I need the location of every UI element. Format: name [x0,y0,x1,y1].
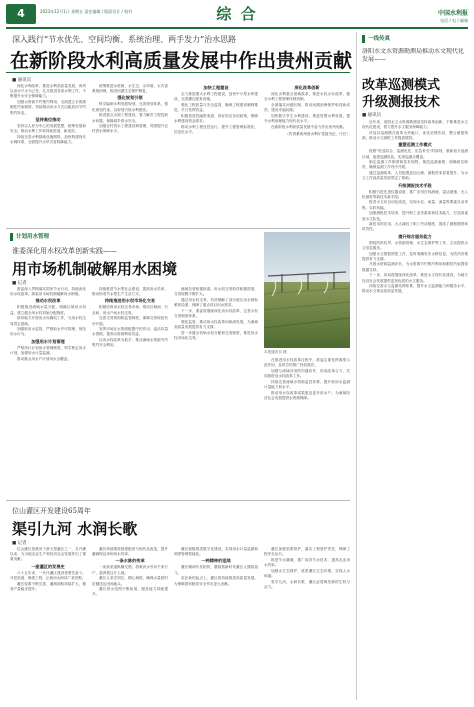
masthead-rule [6,27,468,29]
story2-kicker: 淮委深化用水权改革创新实践—— [12,247,117,255]
story3-subhead-2: 一条水脉的传承 [115,558,145,564]
lead-subhead-4: 深化改革创新 [294,85,320,90]
story2-byline: ■ 记者 [12,281,27,286]
story2-column-3: 流域各省积极探索，用水权交易取得积极进展，交易规模不断扩大。 通过用水权交易，有效缓解了部分地区用水指标紧张局面，保障了重点项目用水需求。 下一步，淮委将继续深化用水权改革，完善水权交易制度体系。 强化监管，推动用水权改革向纵深发展，为流域高质量发展提供有力支撑。 进一步健全初始水权分配和交易制度，推进用水权市场化交易。 [174,287,258,340]
story2-subhead-3: 持续推进用水权市场化交易 [104,298,156,304]
story3-subhead-3: 一种精神的延续 [201,558,231,564]
tag-bar-icon [10,233,13,241]
lead-column-3: 加快工程建设 全力推进重大水利工程建设，加快中小型水库建设，完善灌区配套设施。 强化工程质量与安全监管，确保工程建设顺利推进，早日发挥效益。 积极拓宽投融资渠道，用好用足各项政策，保障水利建设资金需求。 推动水利工程良性运行，提升工程管理标准化、信息化水平。 [174,85,258,134]
section-title: 综 合 [216,5,258,23]
sidebar-divider [356,32,357,700]
photo-caption: 本报通讯员 摄 [264,350,287,354]
tag-bar-icon [362,35,365,43]
lead-bottom-rule [6,228,350,229]
sidebar-tag [362,34,390,44]
story3-subhead-1: 一座灌区的发展史 [31,563,65,569]
story2-bottom-rule [6,500,350,501]
sidebar-kicker-box [362,48,468,72]
contact-info: 电话 / 电子邮箱 [440,18,468,23]
story3-column-2: 灌区持续推进续建配套与现代化改造，提升灌溉保证率和用水效率。 一条水脉的传承 一条条渠道纵横交错，将黄河水引向千家万户，滋养着这片土地。 灌区人坚守岗位，精心调度，确保水量按时足额送达田间地头。 灌区供水范围不断拓展，服务能力持续提升。 [92,547,168,597]
story3-column-3: 灌区积极推进数字化建设，实现用水计量监测和调度管理智能化。 一种精神的延续 灌区精神代代相传，激励着新时代灌区人继续奋斗。 站在新的起点上，灌区将持续推进高质量发展，为保障国家粮食安全作出更大贡献。 [174,547,258,586]
sidebar-tag-label: 一线传真 [368,36,391,42]
sidebar-kicker: 洛阳水文水资源勘测局推动水文现代化发展—— [362,48,465,63]
story2-tag-label: 计划用水管理 [16,234,50,240]
story2-column-2: 持续推进节水型社会建设，提高用水效率，推动形成节水型生产生活方式。 持续推进用水权市场化交易 积极培育用水权交易市场，推动区域间、行业间、用水户间水权交易。 完善交易规则和监管制度，保障交易规范有序开展。 发挥市场在水资源配置中的作用，盘活存量水资源，提高水资源利用效益。 以用水权改革为抓手，推动流域水资源节约集约安全利用。 [92,287,168,348]
lead-column-4: 深化改革创新 深化水利重点领域改革，推进水权水价改革，健全水利工程管理体制机制。 全面落实河湖长制，推动河湖治理保护取得新成效，建设幸福河湖。 加快数字孪生水利建设，推进智慧水利发展，提升水利治理能力现代化水平。 在新阶段水利高质量发展中奋力作出贵州贡献。 （作者系贵州省水利厅党组书记、厅长） [264,85,350,136]
story2-subhead-1: 推动水权改革 [35,298,61,304]
issue-meta: 2023年12月1日 星期五 责任编辑 / 版面设计 / 校对 [40,9,133,14]
lead-byline: ■ 通讯员 [12,78,32,83]
story2-column-4: 在推进用水权改革过程中，淮委注重发挥典型示范作用，及时总结推广经验做法。 加强与流域各省的沟通协作，形成改革合力，共同推进用水权改革工作。 持续完善流域水资源监控体系，提升取用水监测计量能力和水平。 推动用水权改革成果惠及更多用水户，为流域经济社会发展提供水资源保障。 [264,358,350,400]
story3-kicker: 位山灌区开发建设65周年 [12,507,91,515]
sidebar-byline: ■ 通讯员 [362,113,382,118]
story3-column-4: 灌区加强渠系管护，落实工程管护责任，保障工程安全运行。 推进节水灌溉，推广高效节水技术，提高农业用水效率。 加强水生态保护，改善灌区生态环境，实现人水和谐。 渠引九河，水润长歌，灌区必将焕发新的生机与活力。 [264,547,350,589]
lead-subhead-2: 强化规划引领 [117,95,143,101]
news-photo [264,232,350,348]
story2-headline: 用市场机制破解用水困境 [12,260,178,278]
page-number: 4 [6,4,36,24]
irrigation-photo-image [264,232,350,348]
lead-byline-end: （作者系贵州省水利厅党组书记、厅长） [285,131,350,136]
masthead [0,0,474,30]
sidebar-headline-2: 升级测报技术 [362,95,441,110]
story2-column-1: 淮委深入贯彻落实国家节水行动，持续深化用水权改革，探索用市场机制破解用水困境。 推动水权改革 积极推进流域水量分配，明确区域用水权益，建立健全用水权初始分配制度。 指导地方开展用水权确权工作，为用水权交易奠定基础。 加强取用水监管，严格取水许可管理，规范用水行为。 加强用水计划管理 严格执行计划用水管理制度，科学核定用水计划，加强用水计量监测。 推动重点用水户计划用水全覆盖。 [10,287,86,361]
story2-tag [10,232,49,242]
lead-column-1: 深化水利改革，推进水利高质量发展，贵州以治水兴水为己任，扎实推进各项水利工作，不断提升水安全保障能力。 加强水资源节约集约利用，全面建立水资源刚性约束制度，持续推动用水方式由粗放向节约集约转变。 坚持高位推动 坚持以人民为中心的发展思想，统筹发展和安全，推动水利工作取得新进展、新成效。 持续完善水利基础设施网络，加快构建现代水网体系，全面提升水旱灾害防御能力。 [10,84,86,144]
lead-rule [6,72,350,73]
lead-headline: 在新阶段水利高质量发展中作出贵州贡献 [10,50,353,72]
sidebar-subhead-1: 重塑巡测工作模式 [398,142,432,148]
sidebar-headline-1: 改革巡测模式 [362,78,441,93]
newspaper-name: 中国水利报 [437,10,468,17]
sidebar-subhead-3: 提升综合服务能力 [398,233,432,239]
lead-subhead-1: 坚持高位推动 [35,116,61,122]
story3-byline: ■ 记者 [12,541,27,546]
lead-kicker: 深入践行“节水优先、空间均衡、系统治理、两手发力”治水思路 [12,35,237,44]
lead-column-2: 统筹推进水资源、水生态、水环境、水灾害系统治理，推进河湖生态保护修复。 强化规划引领 科学编制水利发展规划，完善规划体系，强化规划约束，以规划引领水利建设。 推进重点水源工程建设，着力解决工程性缺水问题，保障城乡供水安全。 加强农村供水工程建设和管理，巩固提升农村供水保障水平。 [92,84,168,134]
story2-subhead-2: 加强用水计划管理 [31,338,65,344]
story3-column-1: 位山灌区是黄河下游大型灌区之一，自开灌以来，为当地农业生产和经济社会发展作出了重要贡献。 一座灌区的发展史 六十五年来，一代代灌区建设者艰苦奋斗，开挖渠道、修建工程，让黄河水润泽广袤田野。 灌区渠系不断完善，灌溉面积持续扩大，粮食产量稳步提升。 [10,547,86,591]
sidebar-subhead-2: 升级测报技术手段 [398,182,432,188]
sidebar-body: 近年来，洛阳水文水资源勘测局坚持改革创新，不断推进水文现代化建设，着力提升水文服务保障能力。 该局以巡测模式改革为突破口，优化站网布局，整合测报资源，推动水文测报工作提质增效。 重塑巡测工作模式 按照“驻巡结合、巡测优先、应急补充”的原则，重新划分巡测区域，组建巡测队伍，实现巡测全覆盖。 制定巡测工作制度和技术规程，规范巡测流程，明确岗位职责，确保巡测工作有序开展。 通过巡测改革，人员配置更加合理，测报效率显著提升，为水文工作高质量发展奠定了基础。 升级测报技术手段 积极引进先进仪器设备，推广应用在线测流、雷达测速、无人机测验等新技术新手段。 推进水文站自动化改造，实现水位、雨量、流量等要素自动采集、实时传输。 加强测报技术培训，提升职工业务素质和技术能力，打造高素质水文队伍。 新技术的应用，大大减轻了职工劳动强度，提高了测报精度和时效性。 提升综合服务能力 围绕防汛抗旱、水资源管理、水生态保护等工作，主动提供水文信息服务。 加强水文情报预报工作，及时准确发布水情信息，为防汛决策提供有力支撑。 开展水资源监测评价，为水资源节约集约利用和刚性约束提供数据支持。 下一步，该局将继续深化改革，推进水文现代化建设，为地方经济社会发展提供更加优质的水文服务。 持续完善水文监测站网体系，提升水文监测能力和服务水平，推动水文事业高质量发展。 [362,120,468,294]
lead-subhead-3: 加快工程建设 [203,85,229,90]
story3-headline: 渠引九河 水润长歌 [12,520,138,538]
